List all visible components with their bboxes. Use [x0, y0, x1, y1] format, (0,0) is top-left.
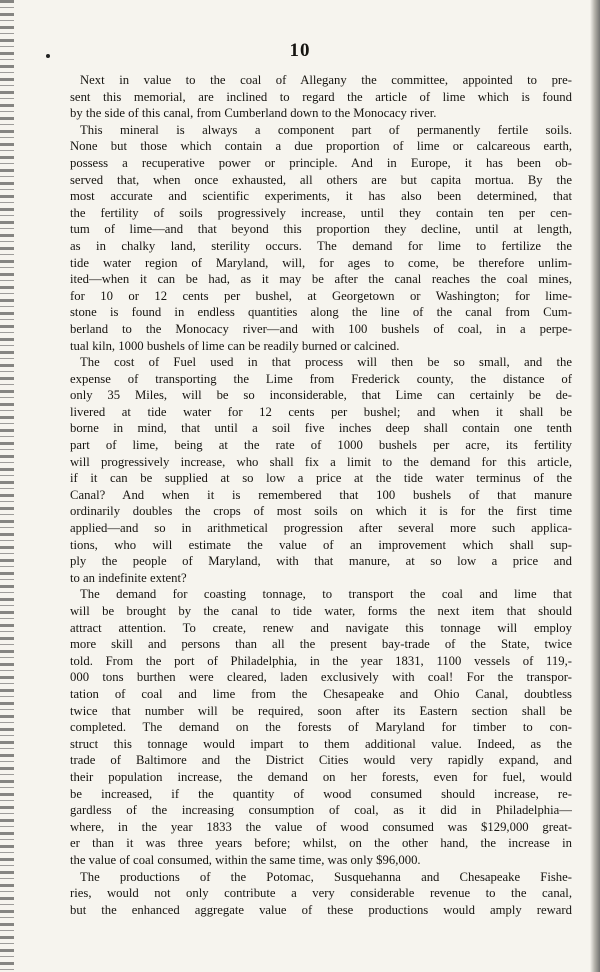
- paragraph: [70, 122, 572, 354]
- text-line: to an indefinite extent?: [70, 570, 187, 585]
- text-line: tation of coal and lime from the Chesapeake and Ohio Canal, doubtless: [70, 686, 572, 701]
- text-line: tual kiln, 1000 bushels of lime can be readily burned or calcined.: [70, 338, 400, 353]
- text-line: 000 tons burthen were cleared, laden exclusively with coal! For the transpor-: [70, 670, 572, 685]
- paragraph: [70, 354, 572, 586]
- text-line: sent this memorial, are inclined to regard the article of lime which is found: [70, 89, 572, 104]
- scan-gutter-left: [0, 0, 14, 972]
- text-line: possess a recuperative power or principle. And in Europe, it has been ob-: [70, 155, 572, 170]
- text-line: where, in the year 1833 the value of wood consumed was $129,000 great-: [70, 819, 572, 834]
- text-line: berland to the Monocacy river—and with 100 bushels of coal, in a perpe-: [70, 321, 572, 336]
- paragraph: [70, 586, 572, 868]
- text-line: will progressively increase, who shall fix a limit to the demand for this article,: [70, 454, 572, 469]
- paragraph: [70, 869, 572, 919]
- text-line: The cost of Fuel used in that process will then be so small, and the: [80, 355, 572, 370]
- text-line: as in chalky land, sterility occurs. The demand for lime to fertilize the: [70, 238, 572, 253]
- text-line: The productions of the Potomac, Susquehanna and Chesapeake Fishe-: [80, 869, 572, 884]
- text-line: only 35 Miles, will be so inconsiderable, that Lime can certainly be de-: [70, 388, 572, 403]
- text-line: Canal? And when it is remembered that 100 bushels of that manure: [70, 487, 572, 502]
- text-line: er than it was three years before; whilst, on the other hand, the increase in: [70, 836, 572, 851]
- text-line: gardless of the increasing consumption of coal, as it did in Philadelphia—: [70, 803, 572, 818]
- text-line: trade of Baltimore and the District Cities would very rapidly expand, and: [70, 753, 572, 768]
- text-line: tions, who will estimate the value of an improvement which shall sup-: [70, 537, 572, 552]
- text-line: the fertility of soils progressively increase, until they contain ten per cen-: [70, 205, 572, 220]
- paragraph: [70, 72, 572, 122]
- body-text: [70, 72, 572, 918]
- text-line: expense of transporting the Lime from Frederick county, the distance of: [70, 371, 572, 386]
- text-line: told. From the port of Philadelphia, in the year 1831, 1100 vessels of 119,-: [70, 653, 572, 668]
- text-line: Next in value to the coal of Allegany the committee, appointed to pre-: [80, 73, 572, 87]
- text-line: more skill and persons than all the present bay-trade of the State, twice: [70, 637, 572, 652]
- text-line: twice that number will be required, soon after its Eastern section shall be: [70, 703, 572, 718]
- page-number: 10: [289, 40, 311, 61]
- text-line: tide water region of Maryland, will, for ages to come, be therefore unlim-: [70, 255, 572, 270]
- text-line: for 10 or 12 cents per bushel, at Georgetown or Washington; for lime-: [70, 288, 572, 303]
- text-line: ordinarily doubles the crops of most soils on which it is for the first time: [70, 504, 572, 519]
- text-line: will be brought by the canal to tide water, forms the next item that should: [70, 604, 572, 618]
- text-line: The demand for coasting tonnage, to transport the coal and lime that: [80, 587, 572, 602]
- text-line: struct this tonnage would impart to them additional value. Indeed, as the: [70, 736, 572, 751]
- text-line: stone is found in endless quantities along the line of the canal from Cum-: [70, 305, 572, 320]
- text-line: attract attention. To create, renew and navigate this tonnage will employ: [70, 620, 572, 635]
- text-line: ries, would not only contribute a very considerable revenue to the canal,: [70, 886, 572, 901]
- text-line: borne in mind, that until a soil five inches deep shall contain one tenth: [70, 421, 572, 436]
- text-line: applied—and so in arithmetical progression after several more such applica-: [70, 521, 572, 536]
- text-line: the value of coal consumed, within the same time, was only $96,000.: [70, 852, 421, 867]
- text-line: most accurate and scientific experiments, it has also been determined, that: [70, 189, 572, 204]
- text-line: by the side of this canal, from Cumberland down to the Monocacy river.: [70, 106, 437, 121]
- text-line: part of lime, being at the rate of 1000 bushels per acre, its fertility: [70, 438, 572, 453]
- text-line: be increased, if the quantity of wood consumed should increase, re-: [70, 786, 572, 801]
- text-line: but the enhanced aggregate value of these productions would amply reward: [70, 902, 572, 917]
- text-line: completed. The demand on the forests of Maryland for timber to con-: [70, 720, 572, 735]
- text-line: served that, when once exhausted, all others are but capita mortua. By the: [70, 172, 572, 187]
- text-line: ited—when it can be had, as it may be after the canal reaches the coal mines,: [70, 272, 572, 287]
- text-line: livered at tide water for 12 cents per bushel; and when it shall be: [70, 404, 572, 419]
- text-line: None but those which contain a due proportion of lime or calcareous earth,: [70, 139, 572, 154]
- text-line: tum of lime—and that beyond this proportion they decline, until at length,: [70, 222, 572, 237]
- text-line: if it can be supplied at so low a price at the tide water terminus of the: [70, 471, 572, 486]
- text-line: This mineral is always a component part of permanently fertile soils.: [80, 122, 572, 137]
- text-line: ply the people of Maryland, with that manure, at so low a price and: [70, 554, 572, 569]
- text-line: their population increase, the demand on her forests, even for fuel, would: [70, 769, 572, 784]
- scan-gutter-right: [590, 0, 600, 972]
